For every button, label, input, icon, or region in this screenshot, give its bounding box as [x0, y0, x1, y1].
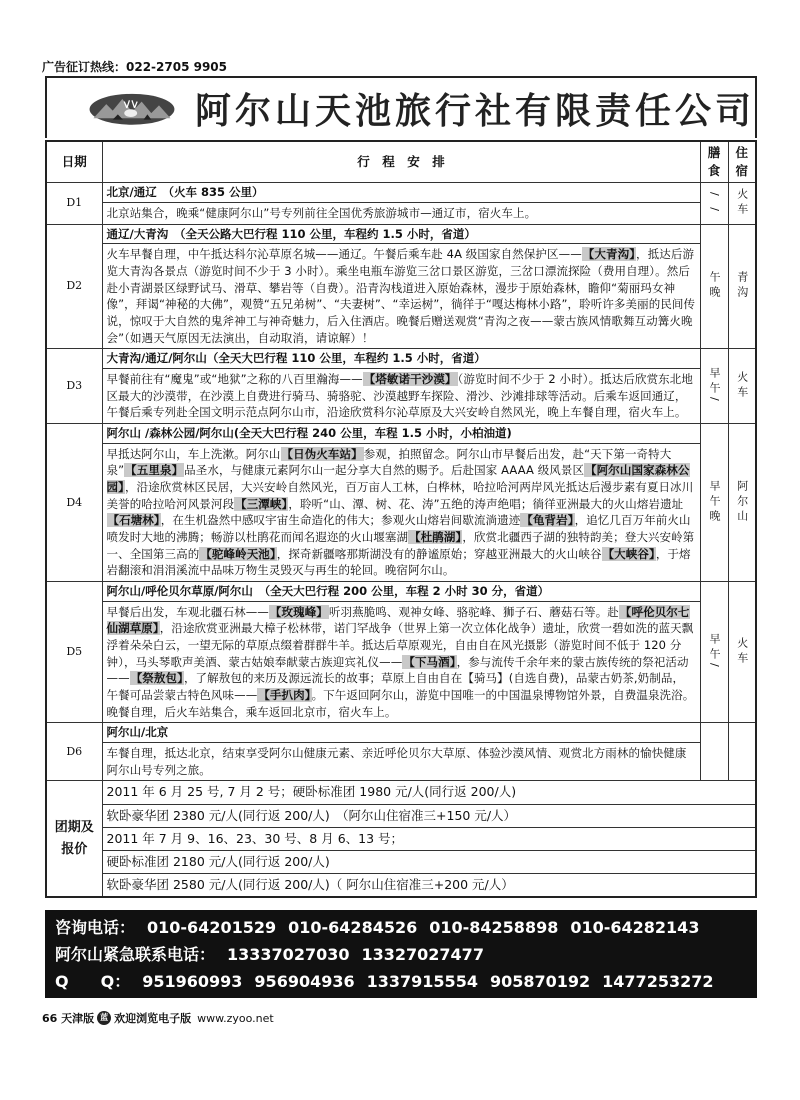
- description-text: ，在生机盎然中感叹宇宙生命造化的伟大；参观火山熔岩间歇流淌遗迹: [160, 513, 521, 528]
- qq-numbers: [55, 968, 747, 995]
- day-label: D4: [46, 423, 102, 581]
- consult-phone: 010-84258898: [429, 918, 559, 937]
- description-text: 品圣水，与健康元素阿尔山一起分享大自然的赐予。后赴国家 AAAA 级风景区: [184, 463, 585, 478]
- day-stay: 火车: [728, 582, 756, 723]
- qq-label: Q Q：: [55, 972, 131, 991]
- footer-slogan: 欢迎浏览电子版: [114, 1012, 192, 1025]
- description-text: 听羽燕脆鸣、观神女峰、骆驼峰、狮子石、蘑菇石等。赴: [328, 604, 619, 619]
- description-text: ，探奇新疆喀那斯湖没有的静谧原始；穿越亚洲最大的火山峡谷: [276, 546, 602, 561]
- day-meal: / /: [700, 183, 728, 224]
- consult-phone: 010-64282143: [570, 918, 700, 937]
- description-text: ，沿途欣赏亚洲最大樟子松林带，诺门罕战争（世界上第一次立体化战争）遗址，欣赏一碧如洗的蓝天飘浮着朵朵白云，一望无际的草原点缀着群群牛羊。抵达后草原观光，自由自在风光摄影（游览时间不低于 120 分钟），马头琴歌声美酒、蒙古姑娘奉献蒙古族迎宾礼仪——: [106, 621, 694, 669]
- header-meal: 膳食: [700, 141, 728, 183]
- attraction-highlight: 【日伪火车站】: [281, 446, 363, 461]
- consult-phone: 010-64201529: [147, 918, 277, 937]
- day-label: D5: [46, 582, 102, 723]
- table-header-row: [46, 141, 756, 183]
- price-line: 2011 年 7 月 9、16、23、30 号、8 月 6、13 号；: [102, 827, 756, 850]
- price-line: 2011 年 6 月 25 号, 7 月 2 号；硬卧标准团 1980 元/人(同行返 200/人): [102, 781, 756, 804]
- attraction-highlight: 【杜鹃湖】: [409, 530, 462, 545]
- emergency-label: 阿尔山紧急联系电话：: [55, 945, 216, 964]
- company-name: 阿尔山天池旅行社有限责任公司: [194, 89, 755, 132]
- day-desc-row: [46, 743, 756, 781]
- qq-number: 951960993: [142, 972, 243, 991]
- day-label: D1: [46, 183, 102, 224]
- day-route-row: [46, 423, 756, 443]
- attraction-highlight: 【三潭峡】: [235, 496, 288, 511]
- description-text: 早抵达阿尔山，车上洗漱。阿尔山: [106, 446, 281, 461]
- attraction-highlight: 【大青沟】: [582, 247, 636, 262]
- itinerary-days: [46, 183, 756, 781]
- description-text: 早餐后出发，车观北疆石林——: [106, 604, 269, 619]
- description-text: 参观，拍照留念。阿尔山市早餐后出发，赴“天下第一奇特大泉”: [106, 446, 672, 478]
- day-meal: 早午晚: [700, 423, 728, 581]
- day-desc-row: [46, 202, 756, 224]
- day-route: 阿尔山/呼伦贝尔草原/阿尔山 （全天大巴行程 200 公里，车程 2 小时 30 分，省道）: [102, 582, 700, 602]
- attraction-highlight: 【阿尔山国家森林公园】: [106, 463, 690, 494]
- description-text: ，了解敖包的来历及源远流长的故事；草原上自由自在【骑马】(自选自费)，品蒙古奶茶,奶制品，午餐可品尝蒙古特色风味——: [106, 671, 685, 703]
- day-meal: 早午/: [700, 349, 728, 424]
- description-text: ，于熔岩翻滚和涓涓溪流中品味万物生灵毁灭与再生的轮回。晚宿阿尔山。: [106, 546, 691, 578]
- day-stay: 阿尔山: [728, 423, 756, 581]
- footer-url[interactable]: www.zyoo.net: [197, 1011, 274, 1025]
- day-description: 北京站集合，晚乘“健康阿尔山”号专列前往全国优秀旅游城市—通辽市，宿火车上。: [102, 202, 700, 224]
- day-meal: 早午/: [700, 582, 728, 723]
- description-text: 早餐前往有“魔鬼”或“地狱”之称的八百里瀚海——: [106, 371, 363, 386]
- description-text: ，聆听“山、潭、树、花、涛”五绝的涛声绝唱；徜徉亚洲最大的火山熔岩遗址: [288, 496, 684, 511]
- qq-number: 1477253272: [602, 972, 714, 991]
- attraction-highlight: 【大峡谷】: [602, 546, 655, 561]
- day-route: 阿尔山/北京: [102, 723, 700, 743]
- price-section: [46, 781, 756, 897]
- day-desc-row: [46, 368, 756, 423]
- ad-hotline: 广告征订热线：022-2705 9905: [42, 60, 228, 74]
- price-label: 团期及报价: [46, 781, 102, 897]
- day-stay: 青沟: [728, 224, 756, 349]
- company-header: [45, 76, 757, 138]
- attraction-highlight: 【祭敖包】: [130, 671, 183, 686]
- day-route-row: [46, 224, 756, 244]
- itinerary-table: [45, 140, 757, 898]
- qq-number: 905870192: [489, 972, 591, 991]
- price-line: 软卧豪华团 2580 元/人(同行返 200/人)（ 阿尔山住宿准三+200 元/人）: [102, 873, 756, 897]
- contact-box: [45, 910, 757, 998]
- page-number: 66 天津版: [42, 1012, 95, 1025]
- day-route-row: [46, 723, 756, 743]
- day-stay: [728, 723, 756, 781]
- header-schedule: 行 程 安 排: [102, 141, 700, 183]
- consult-label: 咨询电话：: [55, 918, 136, 937]
- day-description: [102, 443, 700, 581]
- day-description: [102, 244, 700, 349]
- attraction-highlight: 【玫瑰峰】: [269, 604, 328, 619]
- header-day: 日期: [46, 141, 102, 183]
- description-text: 火车早餐自理，中午抵达科尔沁草原名城——通辽。午餐后乘车赴 4A 级国家自然保护区——: [106, 247, 582, 262]
- day-route-row: [46, 183, 756, 203]
- day-description: [102, 601, 700, 723]
- attraction-highlight: 【五里泉】: [125, 463, 184, 478]
- attraction-highlight: 【驼峰岭天池】: [200, 546, 276, 561]
- day-label: D2: [46, 224, 102, 349]
- day-meal: 午晚: [700, 224, 728, 349]
- day-route: 大青沟/通辽/阿尔山（全天大巴行程 110 公里，车程约 1.5 小时，省道）: [102, 349, 700, 369]
- day-stay: 火车: [728, 183, 756, 224]
- emergency-phones: [55, 941, 747, 968]
- attraction-highlight: 【石塘林】: [107, 513, 160, 528]
- qq-number: 956904936: [254, 972, 355, 991]
- day-route-row: [46, 582, 756, 602]
- qq-number: 1337915554: [366, 972, 478, 991]
- attraction-highlight: 【手扒肉】: [258, 688, 311, 703]
- header-stay: 住宿: [728, 141, 756, 183]
- emergency-phone: 13327027477: [361, 945, 484, 964]
- emergency-phone: 13337027030: [227, 945, 350, 964]
- badge-icon: 蓝: [97, 1011, 111, 1025]
- page-footer: [42, 1010, 274, 1026]
- day-route-row: [46, 349, 756, 369]
- consult-phones: [55, 914, 747, 941]
- attraction-highlight: 【塔敏诺干沙漠】: [363, 371, 457, 386]
- day-route: 北京/通辽 （火车 835 公里）: [102, 183, 700, 203]
- day-description: [102, 368, 700, 423]
- description-text: ，抵达后游览大青沟各景点（游览时间不少于 3 小时）。乘坐电瓶车游览三岔口景区游览，三岔口漂流探险（费用自理）。然后赴小青湖景区绿野试马、滑草、攀岩等（自费）。沿青沟栈道进入原始森林，漫步于原始森林，瞻仰“菊丽玛女神像”，拜谒“神秘的大佛”，观赞“五兄弟树”、“夫妻树”、“幸运树”，徜徉于“嘎达梅林小路”，聆听许多美丽的民间传说，惊叹于大自然的鬼斧神工与神奇魅力，后入住酒店。晚餐后赠送观赏“青沟之夜——蒙古族风情歌舞互动篝火晚会”（如遇天气原因无法演出，自动取消，请谅解）！: [106, 247, 696, 345]
- description-text: （游览时间不少于 2 小时）。抵达后欣赏东北地区最大的沙漠带，在沙漠上自费进行骑马、骑骆驼、沙漠越野车探险、滑沙、沙滩排球等活动。后乘车返回通辽，午餐后乘专列赴全国文明示范点阿尔山市，沿途欣赏科尔沁草原及大兴安岭自然风光，晚上车餐自理，宿火车上。: [106, 371, 693, 420]
- price-line: 软卧豪华团 2380 元/人(同行返 200/人) （阿尔山住宿准三+150 元/人）: [102, 804, 756, 827]
- day-label: D3: [46, 349, 102, 424]
- attraction-highlight: 【下马酒】: [403, 654, 456, 669]
- consult-phone: 010-64284526: [288, 918, 418, 937]
- day-desc-row: [46, 244, 756, 349]
- day-route: 阿尔山 /森林公园/阿尔山(全天大巴行程 240 公里，车程 1.5 小时，小柏油道): [102, 423, 700, 443]
- description-text: ，欣赏北疆西子湖的独特韵美；登大兴安岭第一、全国第三高的: [106, 530, 695, 561]
- day-description: 车餐自理，抵达北京，结束享受阿尔山健康元素、亲近呼伦贝尔大草原、体验沙漠风情、观赏北方雨林的愉快健康阿尔山号专列之旅。: [102, 743, 700, 781]
- description-text: ，参与流传千余年来的蒙古族传统的祭祀活动——: [106, 654, 689, 686]
- day-route: 通辽/大青沟 （全天公路大巴行程 110 公里，车程约 1.5 小时，省道）: [102, 224, 700, 244]
- day-label: D6: [46, 723, 102, 781]
- day-stay: 火车: [728, 349, 756, 424]
- attraction-highlight: 【龟背岩】: [521, 513, 574, 528]
- day-desc-row: [46, 601, 756, 723]
- deer-logo-icon: [87, 80, 177, 136]
- description-text: ，沿途欣赏林区民居，大兴安岭自然风光，百万亩人工林，白桦林，哈拉哈河两岸风光抵达后漫步素有夏日冰川美誉的哈拉哈河风景河段: [106, 480, 694, 511]
- day-desc-row: [46, 443, 756, 581]
- day-meal: [700, 723, 728, 781]
- price-line: 硬卧标准团 2180 元/人(同行返 200/人): [102, 850, 756, 873]
- attraction-highlight: 【呼伦贝尔七仙湖草原】: [106, 604, 690, 636]
- description-text: ，追忆几百万年前火山喷发时大地的沸腾；畅游以杜鹃花而闻名遐迩的火山堰塞湖: [106, 513, 691, 545]
- description-text: 。下午返回阿尔山，游览中国唯一的中国温泉博物馆外景，自费温泉洗浴。晚餐自理，后火车站集合，乘车返回北京市，宿火车上。: [106, 688, 695, 719]
